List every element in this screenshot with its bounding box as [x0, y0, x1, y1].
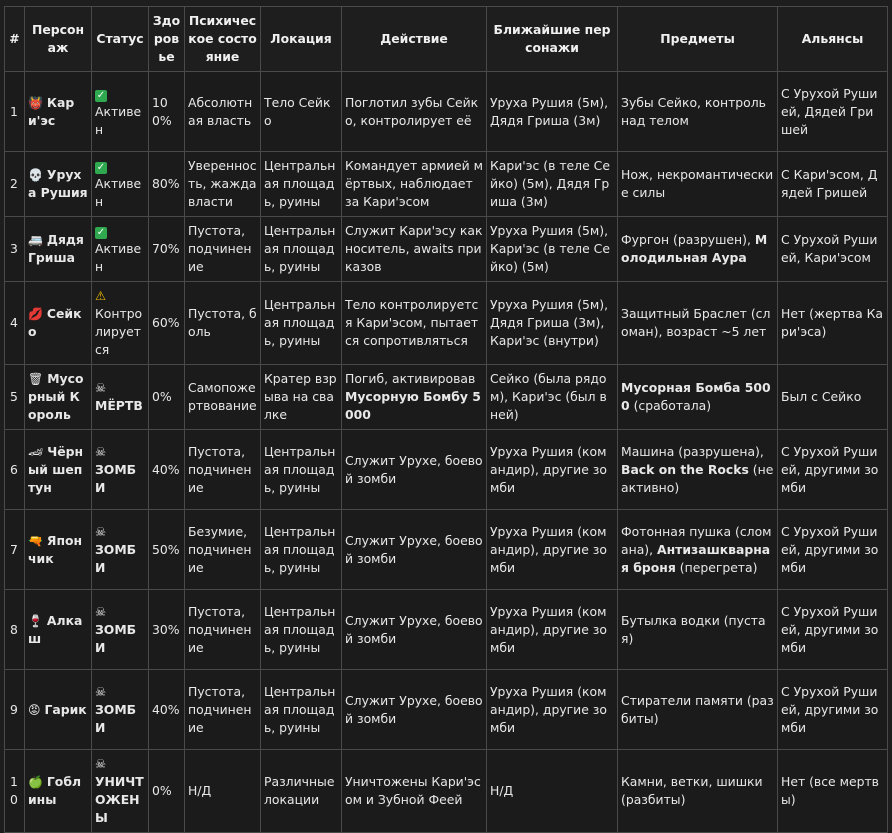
cell-character [25, 282, 92, 365]
cell-num: 2 [5, 152, 25, 217]
table-row [5, 670, 888, 750]
cell-items [618, 430, 778, 510]
cell-action [342, 750, 487, 833]
skull-crossbones-icon: ☠ [95, 523, 107, 539]
cell-location: Кратер взрыва на свалке [261, 365, 342, 430]
character-name: Уруха Рушия [28, 167, 88, 200]
skull-crossbones-icon: ☠ [95, 683, 107, 699]
cell-status [92, 430, 149, 510]
cell-items [618, 282, 778, 365]
cell-mental: Пустота, подчинение [185, 217, 261, 282]
cell-alliances: Нет (жертва Кари'эса) [778, 282, 888, 365]
cell-location: Различные локации [261, 750, 342, 833]
cell-action [342, 152, 487, 217]
action-text: Уничтожены Кари'эсом и Зубной Феей [345, 774, 481, 807]
character-name: Мусорный Король [28, 371, 84, 422]
cell-mental: Пустота, боль [185, 282, 261, 365]
cell-alliances: С Урухой Рушией, Кари'эсом [778, 217, 888, 282]
cell-items [618, 217, 778, 282]
table-row [5, 750, 888, 833]
cell-location: Центральная площадь, руины [261, 430, 342, 510]
cell-nearby: Уруха Рушия (командир), другие зомби [487, 590, 618, 670]
character-name: Сейко [28, 306, 82, 339]
action-text: Служит Урухе, боевой зомби [345, 612, 483, 646]
cell-status [92, 510, 149, 590]
cell-action [342, 510, 487, 590]
cell-alliances: С Урухой Рушией, другими зомби [778, 590, 888, 670]
status-text: Активен [95, 241, 142, 274]
header-nearby: Ближайшие персонажи [487, 7, 618, 72]
cell-character [25, 217, 92, 282]
van-icon: 🚐 [28, 233, 43, 247]
cell-mental: Уверенность, жажда власти [185, 152, 261, 217]
cell-action [342, 590, 487, 670]
cell-mental: Пустота, подчинение [185, 590, 261, 670]
cell-status [92, 670, 149, 750]
cell-health: 70% [149, 217, 185, 282]
cell-items [618, 365, 778, 430]
cell-mental: Пустота, подчинение [185, 430, 261, 510]
table-row [5, 365, 888, 430]
characters-table [4, 6, 888, 833]
table-header-row [5, 7, 888, 72]
cell-num: 3 [5, 217, 25, 282]
cell-nearby: Сейко (была рядом), Кари'эс (был в ней) [487, 365, 618, 430]
cell-health: 60% [149, 282, 185, 365]
cell-location: Центральная площадь, руины [261, 217, 342, 282]
cell-alliances: С Урухой Рушией, другими зомби [778, 510, 888, 590]
gun-icon: 🔫 [28, 533, 43, 548]
cell-health: 40% [149, 670, 185, 750]
items-bold-text: Back on the Rocks [621, 461, 749, 477]
wine-glass-icon: 🍷 [28, 613, 43, 628]
character-name: Гоблины [28, 774, 82, 807]
cell-alliances: С Урухой Рушией, Дядей Гришей [778, 72, 888, 152]
items-bold-text: Антизашкварная броня [621, 541, 771, 575]
status-text: ЗОМБИ [95, 461, 137, 495]
cell-mental: Н/Д [185, 750, 261, 833]
cell-num: 1 [5, 72, 25, 152]
table-row [5, 430, 888, 510]
cell-character [25, 152, 92, 217]
cell-status [92, 750, 149, 833]
cell-mental: Пустота, подчинение [185, 670, 261, 750]
cell-action [342, 365, 487, 430]
items-after-text: (неактивно) [621, 461, 774, 495]
cell-nearby: Уруха Рушия (командир), другие зомби [487, 510, 618, 590]
action-text: Тело контролируется Кари'эсом, пытается сопротивляться [345, 297, 479, 348]
cell-num: 7 [5, 510, 25, 590]
cell-status [92, 365, 149, 430]
cell-health: 0% [149, 365, 185, 430]
cell-status [92, 590, 149, 670]
cell-num: 5 [5, 365, 25, 430]
cell-status [92, 217, 149, 282]
cell-items [618, 152, 778, 217]
items-text: Машина (разрушена), [621, 443, 764, 459]
header-health: Здоровье [149, 7, 185, 72]
cell-status [92, 282, 149, 365]
items-text: Бутылка водки (пустая) [621, 612, 766, 646]
cell-num: 10 [5, 750, 25, 833]
character-name: Кари'эс [28, 94, 75, 128]
items-text: Фотонная пушка (сломана), [621, 523, 772, 557]
header-mental: Психическое состояние [185, 7, 261, 72]
cell-action [342, 282, 487, 365]
check-mark-icon: ✓ [96, 162, 106, 173]
cell-location: Тело Сейко [261, 72, 342, 152]
cell-mental: Безумие, подчинение [185, 510, 261, 590]
skull-crossbones-icon: ☠ [95, 380, 107, 395]
cell-character [25, 750, 92, 833]
character-name: Алкаш [28, 612, 83, 646]
cell-action [342, 72, 487, 152]
items-text: Камни, ветки, шишки (разбиты) [621, 774, 763, 807]
cell-status [92, 72, 149, 152]
cell-action [342, 430, 487, 510]
cell-alliances: Был с Сейко [778, 365, 888, 430]
cell-nearby: Уруха Рушия (5м), Дядя Гриша (3м), Кари'эс (внутри) [487, 282, 618, 365]
items-bold-text: Мусорная Бомба 5000 [621, 380, 771, 413]
cell-location: Центральная площадь, руины [261, 510, 342, 590]
header-alliances: Альянсы [778, 7, 888, 72]
character-name: Япончик [28, 532, 83, 566]
cell-action [342, 217, 487, 282]
cell-location: Центральная площадь, руины [261, 670, 342, 750]
header-character: Персонаж [25, 7, 92, 72]
cell-character [25, 430, 92, 510]
action-text: Служит Урухе, боевой зомби [345, 452, 483, 486]
check-mark-icon: ✓ [96, 89, 106, 101]
items-text: Нож, некромантические силы [621, 167, 774, 200]
action-text: Командует армией мёртвых, наблюдает за Кари'эсом [345, 158, 483, 209]
cell-nearby: Уруха Рушия (командир), другие зомби [487, 430, 618, 510]
angry-face-icon: 😡 [28, 702, 41, 717]
skull-icon: 💀 [28, 168, 43, 182]
cell-num: 9 [5, 670, 25, 750]
cell-num: 6 [5, 430, 25, 510]
cell-health: 80% [149, 152, 185, 217]
green-apple-icon: 🍏 [28, 775, 43, 789]
table-row [5, 282, 888, 365]
action-bold-text: Мусорную Бомбу 5000 [345, 389, 481, 422]
status-text: ЗОМБИ [95, 701, 137, 735]
header-location: Локация [261, 7, 342, 72]
action-text: Служит Урухе, боевой зомби [345, 532, 483, 566]
skull-crossbones-icon: ☠ [95, 756, 107, 771]
status-text: Активен [95, 103, 142, 137]
cell-mental: Самопожертвование [185, 365, 261, 430]
cell-mental: Абсолютная власть [185, 72, 261, 152]
action-text: Служит Урухе, боевой зомби [345, 692, 483, 726]
items-text: Зубы Сейко, контроль над телом [621, 94, 766, 128]
cell-nearby: Н/Д [487, 750, 618, 833]
cell-health: 40% [149, 430, 185, 510]
cell-num: 4 [5, 282, 25, 365]
status-text: ЗОМБИ [95, 621, 137, 655]
cell-health: 100% [149, 72, 185, 152]
cell-character [25, 365, 92, 430]
cell-items [618, 590, 778, 670]
cell-location: Центральная площадь, руины [261, 152, 342, 217]
cell-status [92, 152, 149, 217]
cell-character [25, 590, 92, 670]
table-row [5, 510, 888, 590]
ogre-icon: 👹 [28, 95, 43, 110]
cell-nearby: Уруха Рушия (командир), другие зомби [487, 670, 618, 750]
trash-can-icon: 🗑 [28, 372, 44, 386]
check-mark-icon: ✓ [96, 227, 106, 238]
table-row [5, 72, 888, 152]
cell-items [618, 72, 778, 152]
cell-items [618, 750, 778, 833]
items-text: Фургон (разрушен), [621, 232, 755, 247]
cell-action [342, 670, 487, 750]
status-text: МЁРТВ [95, 398, 143, 413]
lips-icon: 💋 [28, 307, 43, 321]
cell-items [618, 510, 778, 590]
action-text: Служит Кари'эсу как носитель, awaits приказов [345, 223, 483, 274]
cell-alliances: Нет (все мертвы) [778, 750, 888, 833]
header-status: Статус [92, 7, 149, 72]
cell-health: 0% [149, 750, 185, 833]
cell-items [618, 670, 778, 750]
header-num: # [5, 7, 25, 72]
status-text: ЗОМБИ [95, 541, 137, 575]
items-text: Защитный Браслет (сломан), возраст ~5 лет [621, 306, 771, 339]
header-items: Предметы [618, 7, 778, 72]
cell-nearby: Уруха Рушия (5м), Дядя Гриша (3м) [487, 72, 618, 152]
cell-health: 50% [149, 510, 185, 590]
cell-nearby: Уруха Рушия (5м), Кари'эс (в теле Сейко) (5м) [487, 217, 618, 282]
cell-health: 30% [149, 590, 185, 670]
action-text: Погиб, активировав [345, 371, 476, 386]
status-text: УНИЧТОЖЕНЫ [95, 774, 144, 825]
action-text: Поглотил зубы Сейко, контролирует её [345, 94, 479, 128]
cell-alliances: С Кари'эсом, Дядей Гришей [778, 152, 888, 217]
status-text: Активен [95, 176, 142, 209]
cell-alliances: С Урухой Рушией, другими зомби [778, 430, 888, 510]
items-bold-text: Молодильная Аура [621, 232, 768, 265]
cell-alliances: С Урухой Рушией, другими зомби [778, 670, 888, 750]
character-name: Дядя Гриша [28, 232, 84, 265]
cell-location: Центральная площадь, руины [261, 282, 342, 365]
skull-crossbones-icon: ☠ [95, 443, 107, 459]
skull-crossbones-icon: ☠ [95, 603, 107, 619]
warning-icon: ⚠ [95, 288, 107, 303]
cell-character [25, 72, 92, 152]
table-row [5, 152, 888, 217]
cell-character [25, 510, 92, 590]
cell-location: Центральная площадь, руины [261, 590, 342, 670]
cell-character [25, 670, 92, 750]
header-action: Действие [342, 7, 487, 72]
table-row [5, 217, 888, 282]
table-row [5, 590, 888, 670]
character-name: Гарик [44, 701, 87, 717]
items-after-text: (сработала) [629, 398, 712, 413]
cell-num: 8 [5, 590, 25, 670]
items-after-text: (перегрета) [675, 559, 758, 575]
items-text: Стиратели памяти (разбиты) [621, 692, 774, 726]
character-name: Чёрный шептун [28, 443, 84, 495]
cell-nearby: Кари'эс (в теле Сейко) (5м), Дядя Гриша (3м) [487, 152, 618, 217]
race-car-icon: 🏎 [28, 444, 44, 459]
status-text: Контролируется [95, 306, 143, 357]
